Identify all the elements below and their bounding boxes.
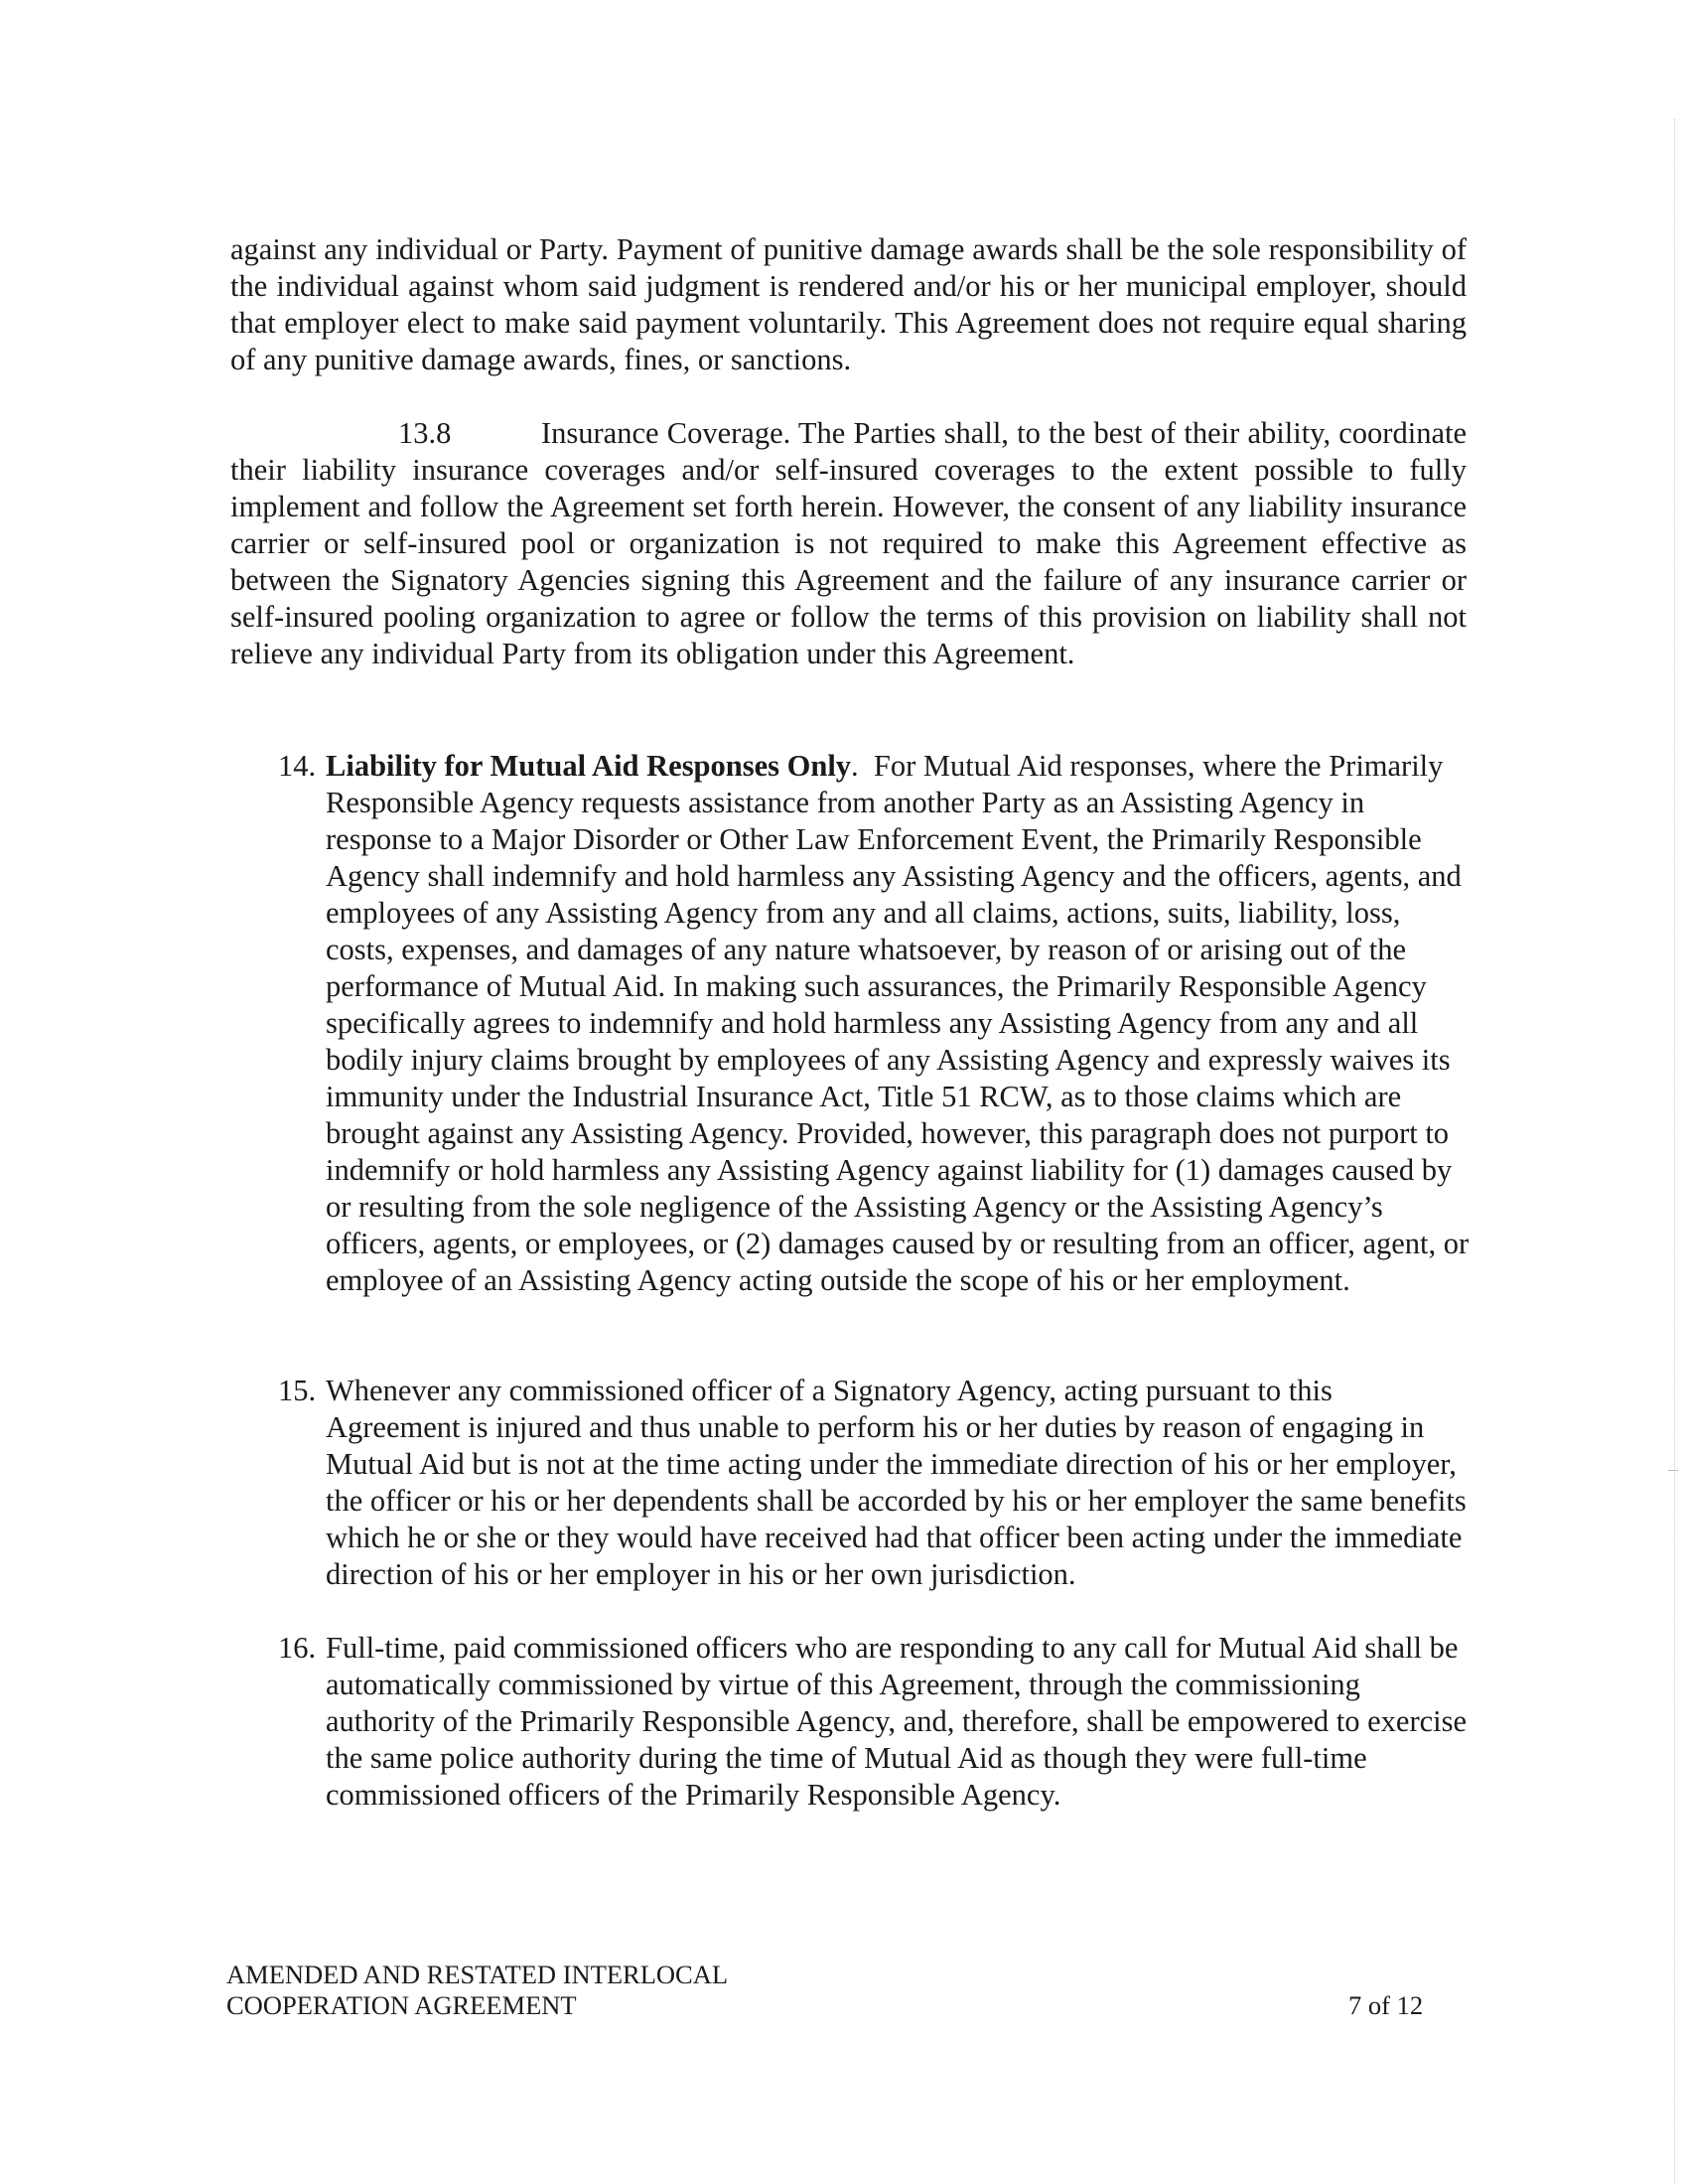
item-14-body [326, 748, 1470, 1299]
section-13-8 [230, 415, 1467, 672]
numbered-item-16 [278, 1630, 1470, 1814]
section-13-8-text: Insurance Coverage. The Parties shall, to the best of their ability, coordinate their liability insurance coverages and/or self-insured coverages to the extent possible to fully implement and follow the Agreement set forth herein. However, the consent of any liability insurance carrier or self-insured pool or organization is not required to make this Agreement effective as between the Signatory Agencies signing this Agreement and the failure of any insurance carrier or self-insured pooling organization to agree or follow the terms of this provision on liability shall not relieve any individual Party from its obligation under this Agreement. [230, 416, 1467, 670]
item-14-number: 14. [278, 749, 317, 783]
footer-title-line2: COOPERATION AGREEMENT [226, 1990, 577, 2020]
item-14-text: For Mutual Aid responses, where the Primarily Responsible Agency requests assistance from another Party as an Assisting Agency in response to a Major Disorder or Other Law Enforcement Event, the Primarily Responsible Agency shall indemnify and hold harmless any Assisting Agency and the officers, agents, and employees of any Assisting Agency from any and all claims, actions, suits, liability, loss, costs, expenses, and damages of any nature whatsoever, by reason of or arising out of the performance of Mutual Aid. In making such assurances, the Primarily Responsible Agency specifically agrees to indemnify and hold harmless any Assisting Agency from any and all bodily injury claims brought by employees of any Assisting Agency and expressly waives its immunity under the Industrial Insurance Act, Title 51 RCW, as to those claims which are brought against any Assisting Agency. Provided, however, this paragraph does not purport to indemnify or hold harmless any Assisting Agency against liability for (1) damages caused by or resulting from the sole negligence of the Assisting Agency or the Assisting Agency’s officers, agents, or employees, or (2) damages caused by or resulting from an officer, agent, or employee of an Assisting Agency acting outside the scope of his or her employment. [326, 749, 1470, 1297]
section-13-8-number: 13.8 [398, 416, 452, 450]
item-15-text: Whenever any commissioned officer of a Signatory Agency, acting pursuant to this Agreement is injured and thus unable to perform his or her duties by reason of engaging in Mutual Aid but is not at the time acting under the immediate direction of his or her employer, the officer or his or her dependents shall be accorded by his or her employer the same benefits which he or she or they would have received had that officer been acting under the immediate direction of his or her employer in his or her own jurisdiction. [326, 1374, 1467, 1591]
item-16-text: Full-time, paid commissioned officers who are responding to any call for Mutual Aid shall be automatically commissioned by virtue of this Agreement, through the commissioning authority of the Primarily Responsible Agency, and, therefore, shall be empowered to exercise the same police authority during the time of Mutual Aid as though they were full-time commissioned officers of the Primarily Responsible Agency. [326, 1631, 1468, 1812]
item-14-heading: Liability for Mutual Aid Responses Only [326, 749, 852, 783]
scan-edge-line [1674, 119, 1675, 2184]
continued-paragraph [230, 231, 1467, 378]
footer-title-line1: AMENDED AND RESTATED INTERLOCAL [226, 1960, 729, 1989]
item-16-number: 16. [278, 1631, 317, 1665]
numbered-item-14 [278, 748, 1470, 1299]
scan-edge-mark [1668, 1470, 1678, 1471]
numbered-item-15 [278, 1373, 1470, 1593]
item-15-number: 15. [278, 1374, 317, 1407]
footer-title [226, 1960, 728, 2021]
item-14-heading-suffix: . [851, 749, 859, 783]
page-number: 7 of 12 [1348, 1990, 1424, 2020]
continued-paragraph-text: against any individual or Party. Payment of punitive damage awards shall be the sole responsibility of the individual against whom said judgment is rendered and/or his or her municipal employer, should that employer elect to make said payment voluntarily. This Agreement does not require equal sharing of any punitive damage awards, fines, or sanctions. [230, 232, 1467, 376]
